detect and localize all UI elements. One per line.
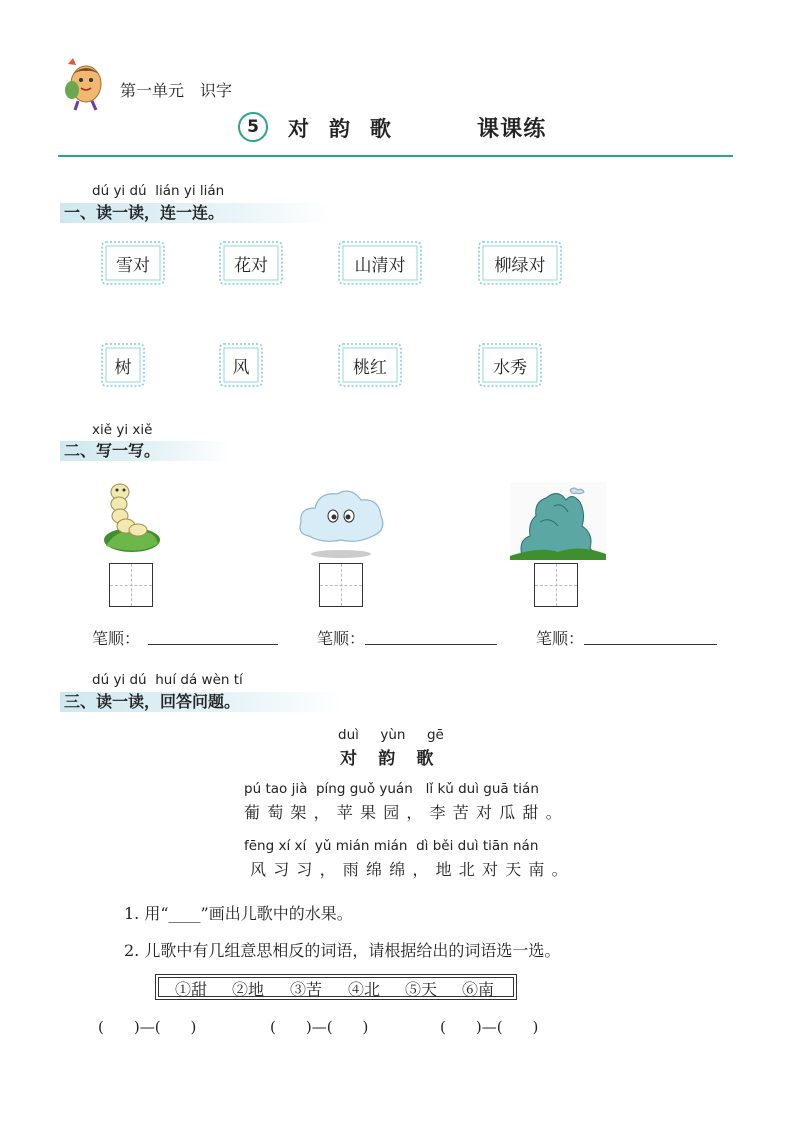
word-card[interactable]	[477, 342, 543, 388]
question-2: 2. 儿歌中有几组意思相反的词语，请根据给出的词语选一选。	[124, 941, 561, 960]
mascot-icon	[58, 56, 108, 112]
word-card-label: 风	[232, 357, 250, 378]
word-card[interactable]	[337, 240, 423, 286]
poem-line2-pinyin: fēng xí xí yǔ mián mián dì běi duì tiān nán	[244, 838, 539, 854]
word-option: ⑥南	[462, 980, 495, 999]
poem-line2: 风习习，雨绵绵，地北对天南。	[250, 860, 575, 879]
writing-grid[interactable]	[319, 563, 363, 607]
header-divider	[58, 155, 733, 157]
silkworm-picture	[98, 476, 162, 558]
mountain-picture	[510, 482, 606, 560]
word-card[interactable]	[100, 342, 146, 388]
word-card-label: 山清对	[354, 255, 406, 276]
lesson-title: 对韵歌	[288, 116, 411, 141]
word-option: ①甜	[175, 980, 208, 999]
word-card-label: 水秀	[493, 357, 527, 378]
stroke-order-blank[interactable]	[365, 644, 497, 645]
poem-line1: 葡萄架，苹果园，李苦对瓜甜。	[244, 803, 569, 822]
unit-title: 第一单元 识字	[120, 81, 233, 100]
section3-heading: 三、读一读，回答问题。	[60, 692, 342, 712]
section3-pinyin: dú yi dú huí dá wèn tí	[92, 672, 243, 688]
cloud-picture	[297, 484, 385, 560]
section2-pinyin: xiě yi xiě	[92, 422, 153, 438]
lesson-number: 5	[238, 112, 268, 142]
word-card-label: 柳绿对	[494, 255, 546, 276]
word-card[interactable]	[477, 240, 563, 286]
section1-pinyin: dú yi dú lián yi lián	[92, 183, 225, 199]
stroke-order-blank[interactable]	[584, 644, 717, 645]
answer-pair[interactable]: ( )—( )	[270, 1018, 369, 1036]
stroke-order-label: 笔顺：	[317, 629, 366, 648]
word-card[interactable]	[337, 342, 403, 388]
stroke-order-label: 笔顺：	[536, 629, 585, 648]
poem-title-pinyin: duì yùn gē	[338, 727, 444, 743]
word-option: ③苦	[290, 980, 323, 999]
answer-pair[interactable]: ( )—( )	[440, 1018, 539, 1036]
word-card-label: 桃红	[353, 357, 387, 378]
poem-title: 对 韵 歌	[340, 749, 442, 769]
section2-heading: 二、写一写。	[60, 441, 230, 461]
word-card-label: 花对	[234, 255, 268, 276]
word-card-label: 雪对	[116, 255, 150, 276]
question-1: 1. 用“____”画出儿歌中的水果。	[124, 904, 353, 923]
section1-heading: 一、读一读，连一连。	[60, 203, 330, 223]
writing-grid[interactable]	[109, 563, 153, 607]
word-option: ②地	[232, 980, 265, 999]
word-card[interactable]	[218, 342, 264, 388]
stroke-order-label: 笔顺：	[92, 629, 141, 648]
poem-line1-pinyin: pú tao jià píng guǒ yuán lǐ kǔ duì guā tián	[244, 781, 539, 797]
word-card[interactable]	[218, 240, 284, 286]
stroke-order-blank[interactable]	[148, 644, 278, 645]
word-option: ⑤天	[405, 980, 438, 999]
word-card-label: 树	[114, 357, 132, 378]
writing-grid[interactable]	[534, 563, 578, 607]
word-option: ④北	[348, 980, 381, 999]
answer-pair[interactable]: ( )—( )	[98, 1018, 197, 1036]
word-card[interactable]	[100, 240, 166, 286]
practice-label: 课课练	[477, 117, 547, 142]
